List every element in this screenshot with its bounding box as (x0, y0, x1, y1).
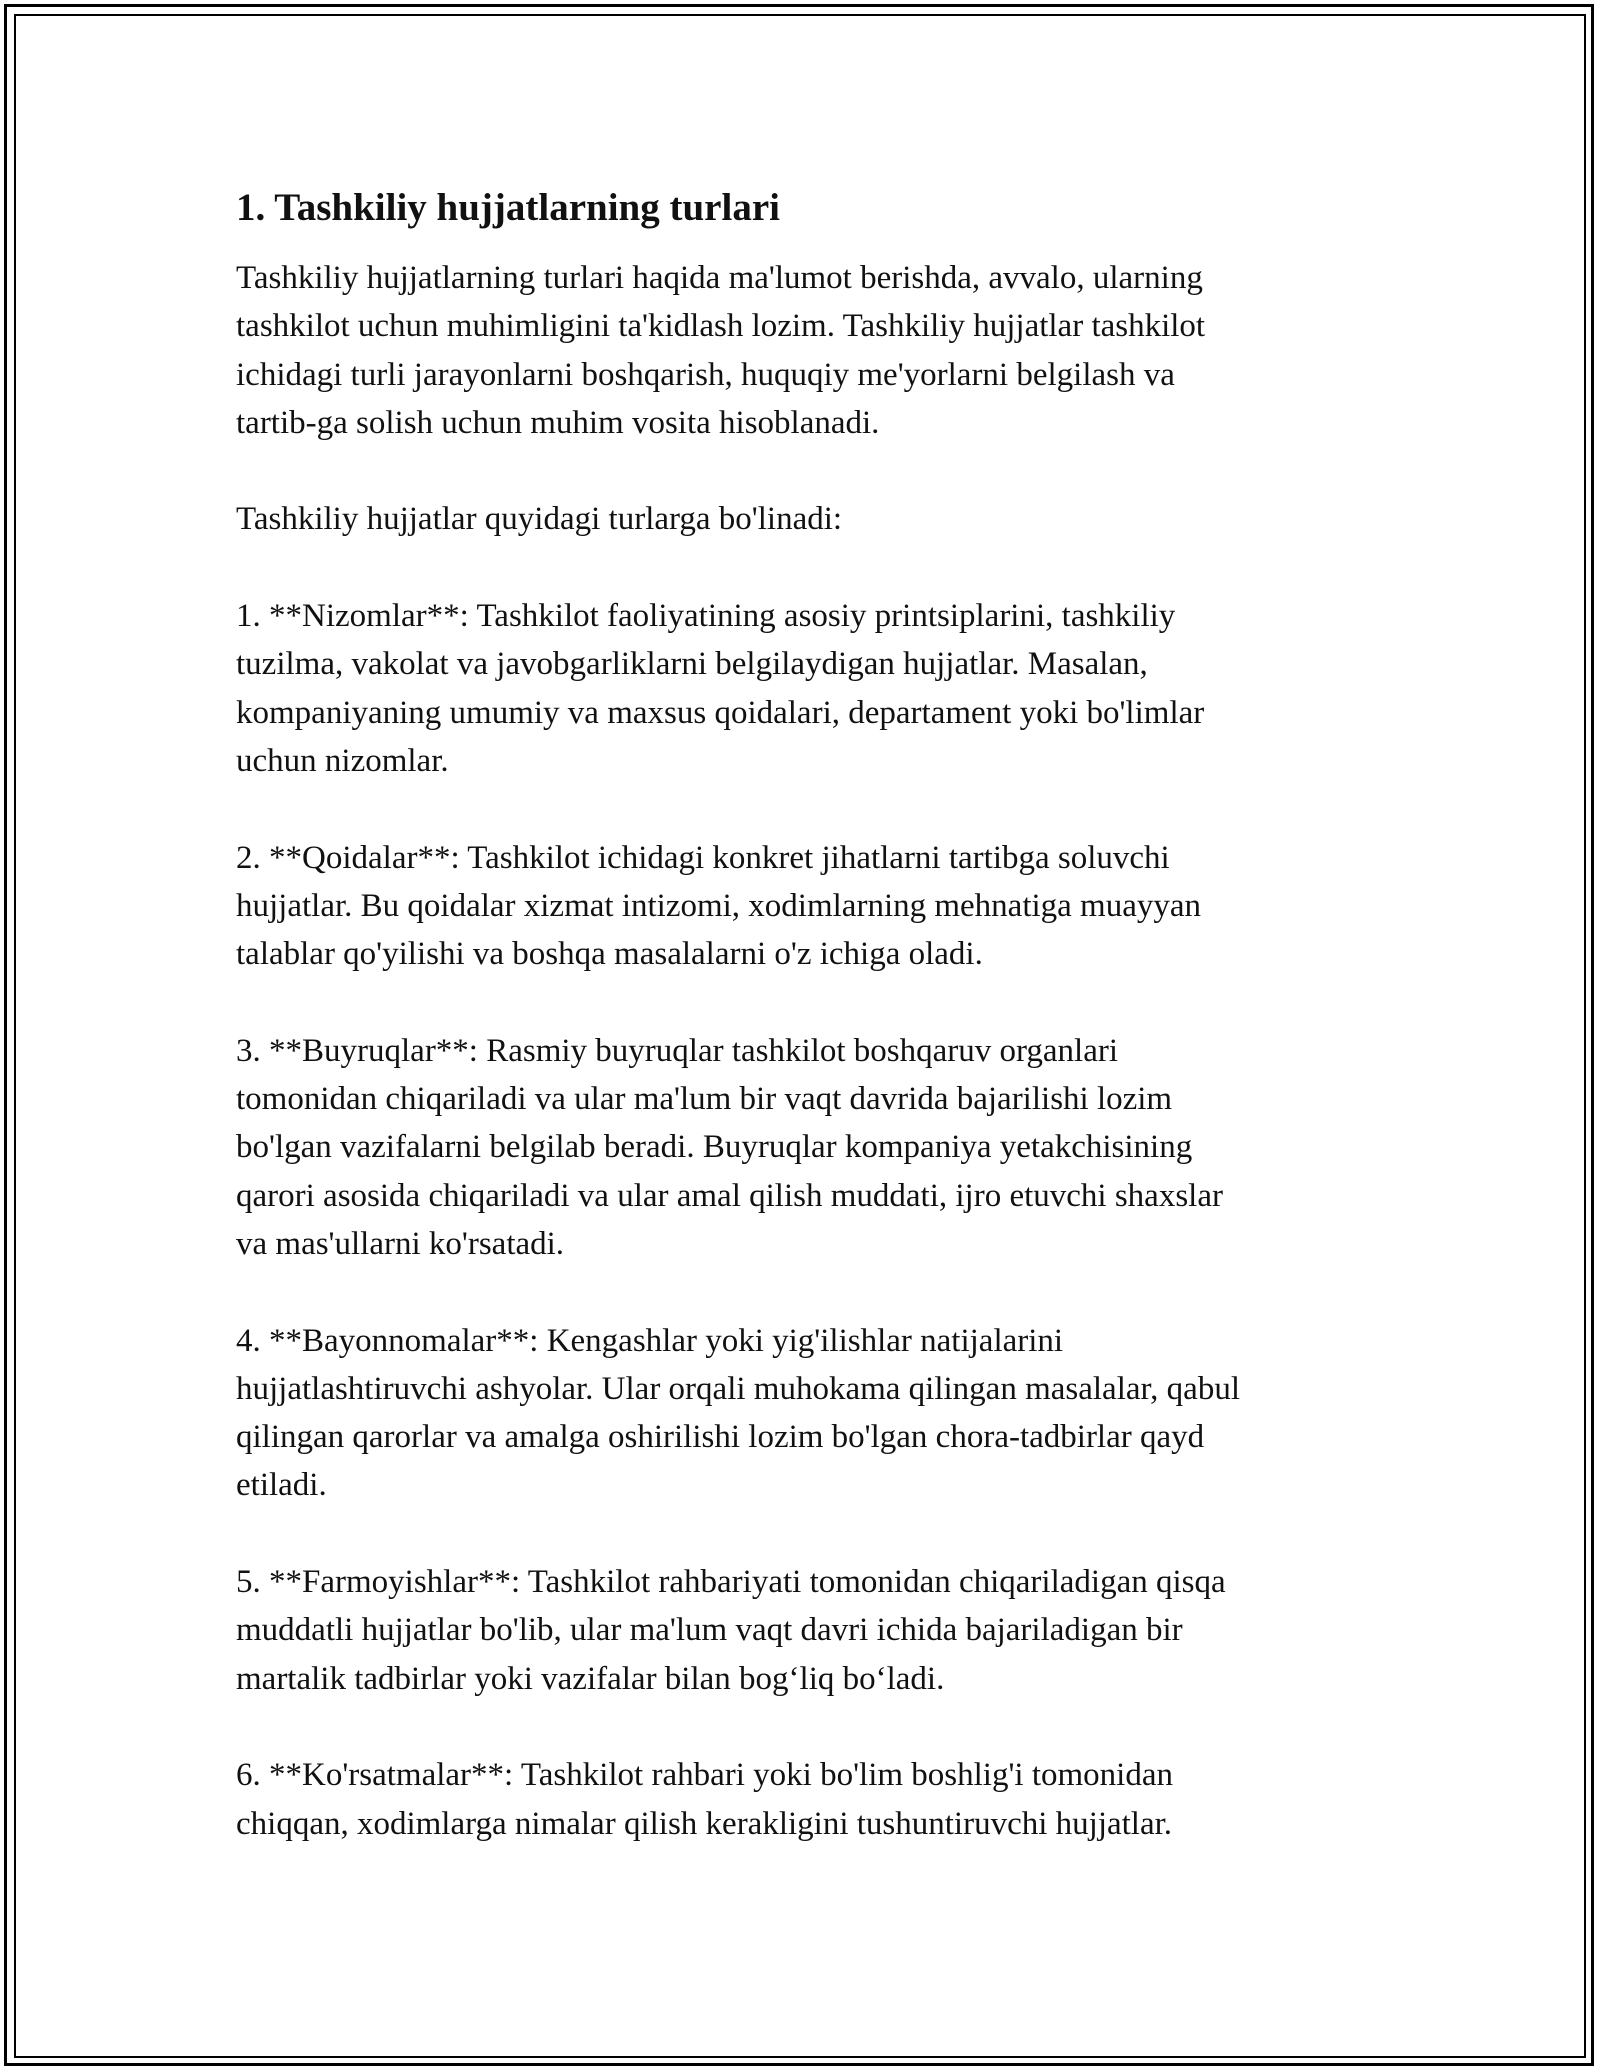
list-item-bayonnomalar: 4. **Bayonnomalar**: Kengashlar yoki yig'ilishlar natijalarini hujjatlashtiruvchi ashyolar. Ular orqali muhokama qilingan masalalar, qabul qilingan qarorlar va amalga oshirilishi lozim bo'lgan chora-tadbirlar qayd etiladi. (236, 1322, 1240, 1504)
list-item-qoidalar: 2. **Qoidalar**: Tashkilot ichidagi konkret jihatlarni tartibga soluvchi hujjatlar. Bu qoidalar xizmat intizomi, xodimlarning mehnatiga muayyan talablar qo'yilishi va boshqa masalalarni o'z ichiga oladi. (236, 839, 1202, 973)
list-item-nizomlar: 1. **Nizomlar**: Tashkilot faoliyatining asosiy printsiplarini, tashkiliy tuzilma, vakolat va javobgarliklarni belgilaydigan hujjatlar. Masalan, kompaniyaning umumiy va maxsus qoidalari, departament yoki bo'limlar uchun nizomlar. (236, 598, 1205, 779)
list-item-buyruqlar: 3. **Buyruqlar**: Rasmiy buyruqlar tashkilot boshqaruv organlari tomonidan chiqariladi va ular ma'lum bir vaqt davrida bajarilishi lozim bo'lgan vazifalarni belgilab beradi. Buyruqlar kompaniya yetakchisining qarori asosida chiqariladi va ular amal qilish muddati, ijro etuvchi shaxslar va mas'ullarni ko'rsatadi. (236, 1032, 1223, 1262)
list-intro-paragraph: Tashkiliy hujjatlar quyidagi turlarga bo'linadi: (236, 501, 843, 538)
intro-paragraph: Tashkiliy hujjatlarning turlari haqida ma'lumot berishda, avvalo, ularning tashkilot uchun muhimligini ta'kidlash lozim. Tashkiliy hujjatlar tashkilot ichidagi turli jarayonlarni boshqarish, huquqiy me'yorlarni belgilash va tartib-ga solish uchun muhim vosita hisoblanadi. (236, 260, 1206, 441)
list-item-korsatmalar: 6. **Ko'rsatmalar**: Tashkilot rahbari yoki bo'lim boshlig'i tomonidan chiqqan, xodimlarga nimalar qilish kerakligini tushuntiruvchi hujjatlar. (236, 1757, 1173, 1842)
section-heading: 1. Tashkiliy hujjatlarning turlari (236, 186, 780, 229)
list-item-farmoyishlar: 5. **Farmoyishlar**: Tashkilot rahbariyati tomonidan chiqariladigan qisqa muddatli hujjatlar bo'lib, ular ma'lum vaqt davri ichida bajariladigan bir martalik tadbirlar yoki vazifalar bilan bog‘liq bo‘ladi. (236, 1564, 1226, 1697)
document-body (236, 184, 1366, 1896)
